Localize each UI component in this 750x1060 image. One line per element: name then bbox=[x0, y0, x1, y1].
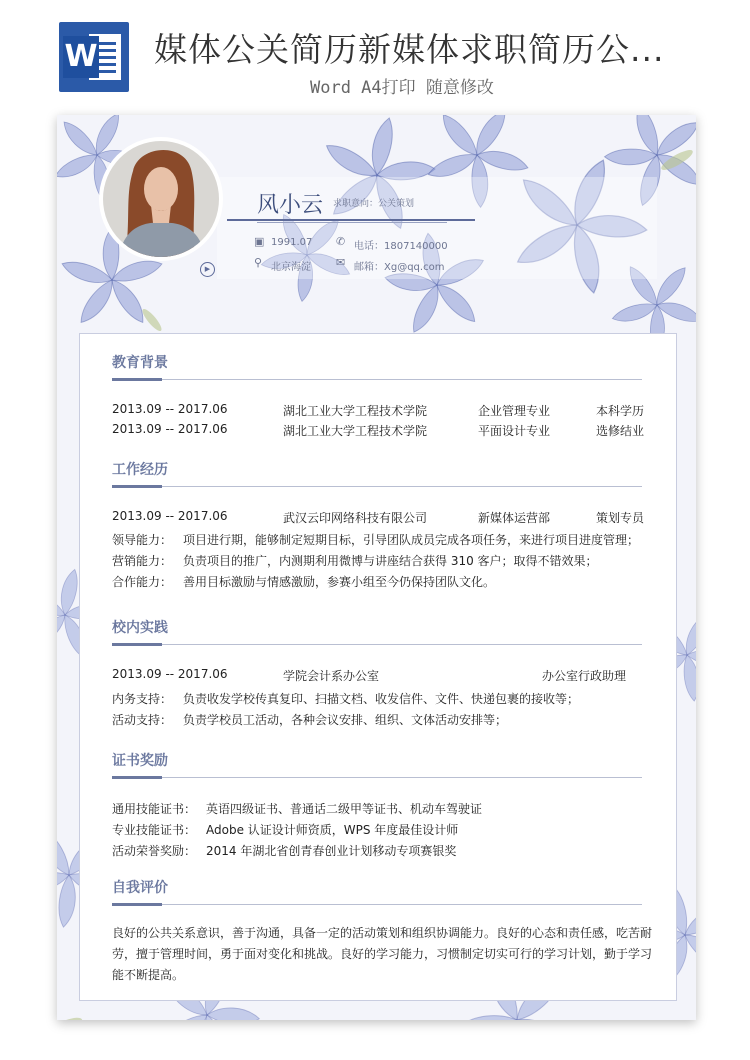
section-title-awards: 证书奖励 bbox=[112, 753, 168, 769]
award-text: Adobe 认证设计师资质，WPS 年度最佳设计师 bbox=[206, 823, 459, 837]
profile-photo bbox=[99, 137, 223, 261]
education-school: 湖北工业大学工程技术学院 bbox=[283, 424, 428, 438]
campus-role: 办公室行政助理 bbox=[542, 669, 627, 683]
education-school: 湖北工业大学工程技术学院 bbox=[283, 404, 428, 418]
section-divider bbox=[112, 379, 642, 380]
phone-icon: ✆ bbox=[336, 235, 346, 248]
section-accent bbox=[112, 485, 162, 488]
award-text: 2014 年湖北省创青春创业计划移动专项赛银奖 bbox=[206, 844, 457, 858]
education-period: 2013.09 -- 2017.06 bbox=[112, 402, 228, 416]
campus-period: 2013.09 -- 2017.06 bbox=[112, 667, 228, 681]
work-period: 2013.09 -- 2017.06 bbox=[112, 509, 228, 523]
section-title-work: 工作经历 bbox=[112, 462, 168, 478]
award-label: 活动荣誉奖励： bbox=[112, 844, 197, 858]
phone: 电话：1807140000 bbox=[354, 241, 448, 252]
work-department: 新媒体运营部 bbox=[478, 511, 551, 525]
work-item-text: 负责项目的推广，内测期利用微博与讲座结合获得 310 客户；取得不错效果； bbox=[183, 554, 598, 568]
education-major: 企业管理专业 bbox=[478, 404, 551, 418]
campus-item-text: 负责收发学校传真复印、扫描文档、收发信件、文件、快递包裹的接收等； bbox=[183, 692, 580, 706]
education-degree: 本科学历 bbox=[596, 404, 645, 418]
section-title-campus: 校内实践 bbox=[112, 620, 168, 636]
name-divider-thin bbox=[257, 222, 447, 223]
section-title-self-evaluation: 自我评价 bbox=[112, 880, 168, 896]
award-label: 通用技能证书： bbox=[112, 802, 197, 816]
play-icon: ▶ bbox=[200, 262, 215, 277]
location: 北京海淀 bbox=[271, 262, 311, 273]
mail-icon: ✉ bbox=[336, 256, 346, 269]
calendar-icon: ▣ bbox=[254, 235, 265, 248]
job-intent: 求职意向：公关策划 bbox=[333, 199, 415, 209]
location-icon: ⚲ bbox=[254, 256, 263, 269]
education-period: 2013.09 -- 2017.06 bbox=[112, 422, 228, 436]
resume-content bbox=[79, 333, 677, 1001]
document-title: 媒体公关简历新媒体求职简历公... bbox=[154, 30, 665, 69]
campus-item-label: 内务支持： bbox=[112, 692, 173, 706]
work-item-text: 项目进行期，能够制定短期目标，引导团队成员完成各项任务，来进行项目进度管理； bbox=[183, 533, 640, 547]
document-subtitle: Word A4打印 随意修改 bbox=[310, 78, 494, 98]
section-accent bbox=[112, 776, 162, 779]
education-degree: 选修结业 bbox=[596, 424, 645, 438]
section-divider bbox=[112, 644, 642, 645]
avatar bbox=[103, 141, 219, 257]
email: 邮箱：Xg@qq.com bbox=[354, 262, 445, 273]
award-text: 英语四级证书、普通话二级甲等证书、机动车驾驶证 bbox=[206, 802, 483, 816]
work-item-text: 善用目标激励与情感激励，参赛小组至今仍保持团队文化。 bbox=[183, 575, 496, 589]
word-document-icon: W bbox=[59, 22, 129, 92]
section-accent bbox=[112, 643, 162, 646]
self-evaluation-text: 良好的公共关系意识，善于沟通，具备一定的活动策划和组织协调能力。良好的心态和责任感，吃苦耐劳，擅于管理时间，勇于面对变化和挑战。良好的学习能力，习惯制定切实可行的学习计划，勤于学习能不断提高。 bbox=[112, 926, 653, 982]
campus-item-text: 负责学校员工活动，各种会议安排、组织、文体活动安排等； bbox=[183, 713, 508, 727]
resume-page bbox=[57, 115, 696, 1020]
candidate-name: 风小云 bbox=[257, 193, 324, 218]
work-item-label: 营销能力： bbox=[112, 554, 173, 568]
section-accent bbox=[112, 903, 162, 906]
birth-date: 1991.07 bbox=[271, 237, 313, 248]
education-major: 平面设计专业 bbox=[478, 424, 551, 438]
work-role: 策划专员 bbox=[596, 511, 645, 525]
section-divider bbox=[112, 486, 642, 487]
campus-item-label: 活动支持： bbox=[112, 713, 173, 727]
section-divider bbox=[112, 777, 642, 778]
section-title-education: 教育背景 bbox=[112, 355, 168, 371]
name-divider bbox=[227, 219, 475, 221]
award-label: 专业技能证书： bbox=[112, 823, 197, 837]
section-accent bbox=[112, 378, 162, 381]
work-company: 武汉云印网络科技有限公司 bbox=[283, 511, 428, 525]
work-item-label: 合作能力： bbox=[112, 575, 173, 589]
work-item-label: 领导能力： bbox=[112, 533, 173, 547]
section-divider bbox=[112, 904, 642, 905]
campus-org: 学院会计系办公室 bbox=[283, 669, 380, 683]
